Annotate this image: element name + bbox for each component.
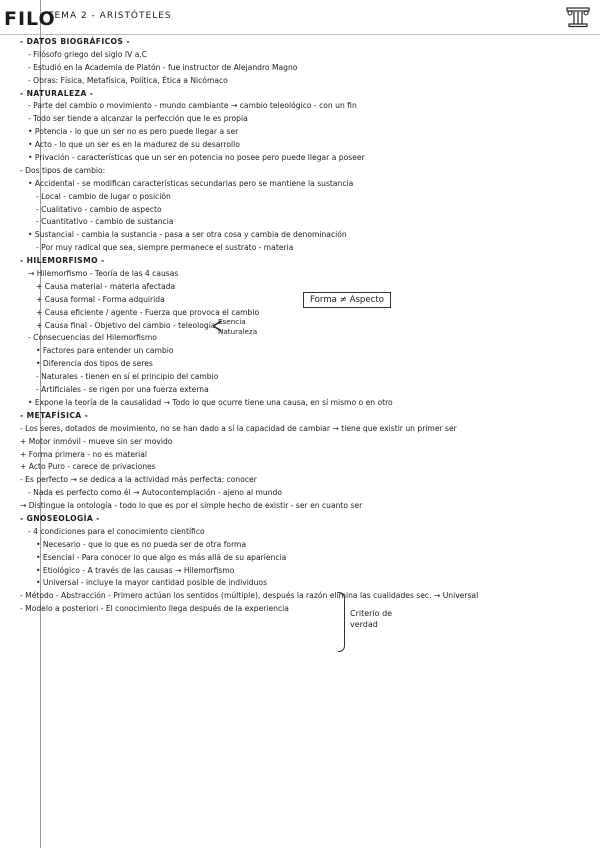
note-line: • Accidental - se modifican características secundarias pero se mantiene la sustancia [28, 178, 354, 188]
note-line: - Local - cambio de lugar o posición [36, 191, 171, 201]
note-line: - Cuantitativo - cambio de sustancia [36, 217, 174, 227]
note-line: - Es perfecto → se dedica a la actividad más perfecta: conocer [20, 475, 257, 485]
note-line: - 4 condiciones para el conocimiento científico [28, 526, 205, 536]
note-line: - Dos tipos de cambio: [20, 165, 106, 175]
note-line: + Causa formal - Forma adquirida [36, 294, 165, 304]
note-line: - Modelo a posteriori - El conocimiento llega después de la experiencia [20, 604, 289, 614]
note-line: - Nada es perfecto como él → Autocontemplación - ajeno al mundo [28, 488, 283, 498]
note-line: • Esencial - Para conocer lo que algo es más allá de su apariencia [36, 552, 287, 562]
note-line: • Factores para entender un cambio [36, 346, 174, 356]
note-line: + Causa eficiente / agente - Fuerza que provoca el cambio [36, 307, 260, 317]
forma-aspecto-box: Forma ≠ Aspecto [303, 292, 391, 308]
note-line: + Causa final - Objetivo del cambio - teleología [36, 320, 216, 330]
note-line: - Método - Abstracción - Primero actúan los sentidos (múltiple), después la razón elimina las cualidades sec. → Universal [20, 591, 479, 601]
formal-brace-icon: < [211, 314, 223, 339]
criteria-brace-icon [338, 592, 345, 652]
section-heading: - DATOS BIOGRÁFICOS - [20, 37, 130, 46]
note-line: - Estudió en la Academia de Platón - fue instructor de Alejandro Magno [28, 62, 298, 72]
note-line: → Hilemorfismo - Teoría de las 4 causas [28, 269, 179, 279]
note-line: • Diferencia dos tipos de seres [36, 359, 153, 369]
section-heading: - METAFÍSICA - [20, 410, 89, 420]
section-heading: - NATURALEZA - [20, 88, 94, 98]
notes-list [20, 36, 595, 616]
note-line: • Expone la teoría de la causalidad → Todo lo que ocurre tiene una causa, en sí mismo o en otro [28, 397, 393, 407]
note-line: + Acto Puro - carece de privaciones [20, 462, 156, 472]
note-line: - Consecuencias del Hilemorfismo [28, 333, 157, 343]
section-heading: - HILEMORFISMO - [20, 256, 105, 266]
page-title: TEMA 2 - ARISTÓTELES [48, 11, 172, 21]
formal-brace-items [218, 317, 257, 337]
note-line: - Filósofo griego del siglo IV a.C [28, 49, 148, 59]
brace-item-naturaleza: Naturaleza [218, 327, 258, 336]
note-line: - Naturales - tienen en sí el principio del cambio [36, 372, 219, 382]
note-line: • Potencia - lo que un ser no es pero puede llegar a ser [28, 127, 239, 137]
note-line: - Los seres, dotados de movimiento, no se han dado a sí la capacidad de cambiar → tiene que existir un primer ser [20, 423, 457, 433]
note-line: - Cualitativo - cambio de aspecto [36, 204, 162, 214]
note-line: - Parte del cambio o movimiento - mundo cambiante → cambio teleológico - con un fin [28, 101, 357, 111]
note-line: • Privación - características que un ser en potencia no posee pero puede llegar a poseer [28, 153, 365, 163]
note-line: • Necesario - que lo que es no pueda ser de otra forma [36, 539, 247, 549]
note-line: - Obras: Física, Metafísica, Política, Ética a Nicómaco [28, 75, 228, 85]
subject-label: FILO [4, 8, 56, 30]
note-line: + Causa material - materia afectada [36, 281, 176, 291]
note-line: • Sustancial - cambia la sustancia - pasa a ser otra cosa y cambia de denominación [28, 230, 347, 240]
header-rule [0, 34, 600, 35]
note-line: • Acto - lo que un ser es en la madurez de su desarrollo [28, 140, 240, 150]
note-line: + Forma primera - no es material [20, 449, 148, 459]
note-line: - Por muy radical que sea, siempre permanece el sustrato - materia [36, 243, 294, 253]
section-heading: - GNOSEOLOGÍA - [20, 513, 100, 523]
note-line: → Distingue la ontología - todo lo que es por el simple hecho de existir - ser en cuanto ser [20, 501, 363, 511]
greek-column-icon [565, 6, 591, 28]
note-line: - Artificiales - se rigen por una fuerza externa [36, 385, 209, 395]
note-line: - Todo ser tiende a alcanzar la perfección que le es propia [28, 114, 248, 124]
note-line: + Motor inmóvil - mueve sin ser movido [20, 436, 173, 446]
note-line: • Etiológico - A través de las causas → Hilemorfismo [36, 565, 235, 575]
note-line: • Universal - incluye la mayor cantidad posible de individuos [36, 578, 268, 588]
brace-item-esencia: Esencia [218, 317, 246, 326]
criteria-label: Criterio de verdad [350, 609, 393, 629]
